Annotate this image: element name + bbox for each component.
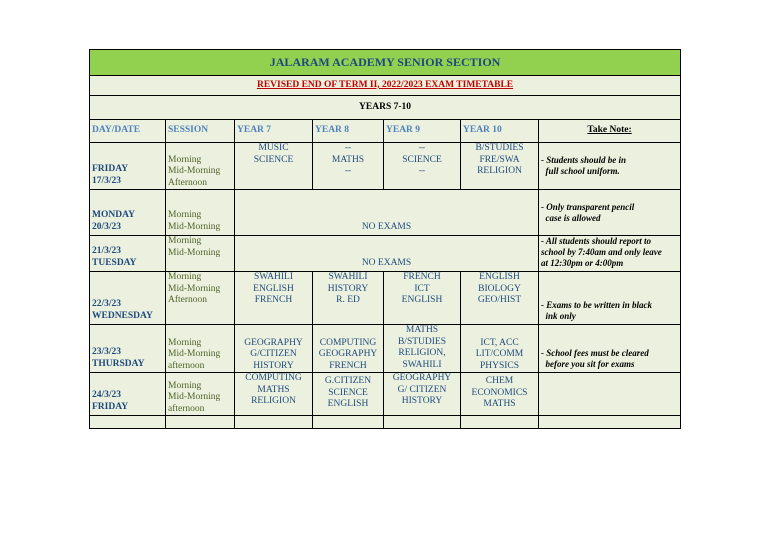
table-row	[90, 236, 681, 272]
years-label: YEARS 7-10	[90, 96, 681, 120]
no-exams-cell: NO EXAMS	[235, 236, 539, 272]
year10-subjects: CHEM ECONOMICS MATHS	[461, 373, 539, 416]
year8-subjects: SWAHILI HISTORY R. ED	[313, 272, 384, 325]
table-row	[90, 272, 681, 325]
header-year10: YEAR 10	[461, 120, 539, 143]
take-note-cell: - All students should report to school by 7:40am and only leave at 12:30pm or 4:00pm	[539, 236, 681, 272]
year7-subjects: MUSIC SCIENCE	[235, 143, 313, 190]
school-title: JALARAM ACADEMY SENIOR SECTION	[90, 50, 681, 76]
session-cell: Morning Mid-Morning afternoon	[166, 325, 235, 373]
header-day: DAY/DATE	[90, 120, 166, 143]
header-session: SESSION	[166, 120, 235, 143]
empty-cell	[539, 416, 681, 429]
year8-subjects: COMPUTING GEOGRAPHY FRENCH	[313, 325, 384, 373]
year10-subjects: ENGLISH BIOLOGY GEO/HIST	[461, 272, 539, 325]
header-year8: YEAR 8	[313, 120, 384, 143]
session-cell: Morning Mid-Morning Afternoon	[166, 272, 235, 325]
empty-row	[90, 416, 681, 429]
take-note-cell	[539, 373, 681, 416]
day-date-cell: FRIDAY 17/3/23	[90, 143, 166, 190]
session-cell: Morning Mid-Morning	[166, 236, 235, 272]
empty-cell	[384, 416, 461, 429]
year9-subjects: MATHS B/STUDIES RELIGION, SWAHILI	[384, 325, 461, 373]
day-date-cell: 22/3/23 WEDNESDAY	[90, 272, 166, 325]
year7-subjects: SWAHILI ENGLISH FRENCH	[235, 272, 313, 325]
table-row	[90, 325, 681, 373]
header-year7: YEAR 7	[235, 120, 313, 143]
empty-cell	[90, 416, 166, 429]
year10-subjects: B/STUDIES FRE/SWA RELIGION	[461, 143, 539, 190]
timetable-subtitle: REVISED END OF TERM II, 2022/2023 EXAM TIMETABLE	[90, 76, 681, 96]
no-exams-cell: NO EXAMS	[235, 190, 539, 236]
header-take-note: Take Note:	[539, 120, 681, 143]
empty-cell	[235, 416, 313, 429]
day-date-cell: 21/3/23 TUESDAY	[90, 236, 166, 272]
year8-subjects: G.CITIZEN SCIENCE ENGLISH	[313, 373, 384, 416]
year9-subjects: -- SCIENCE --	[384, 143, 461, 190]
year7-subjects: GEOGRAPHY G/CITIZEN HISTORY	[235, 325, 313, 373]
session-cell: Morning Mid-Morning Afternoon	[166, 143, 235, 190]
take-note-cell: - Only transparent pencil case is allowed	[539, 190, 681, 236]
empty-cell	[313, 416, 384, 429]
year7-subjects: COMPUTING MATHS RELIGION	[235, 373, 313, 416]
exam-timetable	[89, 49, 681, 429]
day-date-cell: 23/3/23 THURSDAY	[90, 325, 166, 373]
year9-subjects: FRENCH ICT ENGLISH	[384, 272, 461, 325]
year10-subjects: ICT, ACC LIT/COMM PHYSICS	[461, 325, 539, 373]
take-note-cell: - School fees must be cleared before you sit for exams	[539, 325, 681, 373]
take-note-cell: - Exams to be written in black ink only	[539, 272, 681, 325]
session-cell: Morning Mid-Morning	[166, 190, 235, 236]
table-row	[90, 373, 681, 416]
empty-cell	[166, 416, 235, 429]
table-row	[90, 143, 681, 190]
table-row	[90, 190, 681, 236]
day-date-cell: 24/3/23 FRIDAY	[90, 373, 166, 416]
year8-subjects: -- MATHS --	[313, 143, 384, 190]
day-date-cell: MONDAY 20/3/23	[90, 190, 166, 236]
empty-cell	[461, 416, 539, 429]
take-note-cell: - Students should be in full school uniform.	[539, 143, 681, 190]
header-year9: YEAR 9	[384, 120, 461, 143]
year9-subjects: GEOGRAPHY G/ CITIZEN HISTORY	[384, 373, 461, 416]
session-cell: Morning Mid-Morning afternoon	[166, 373, 235, 416]
